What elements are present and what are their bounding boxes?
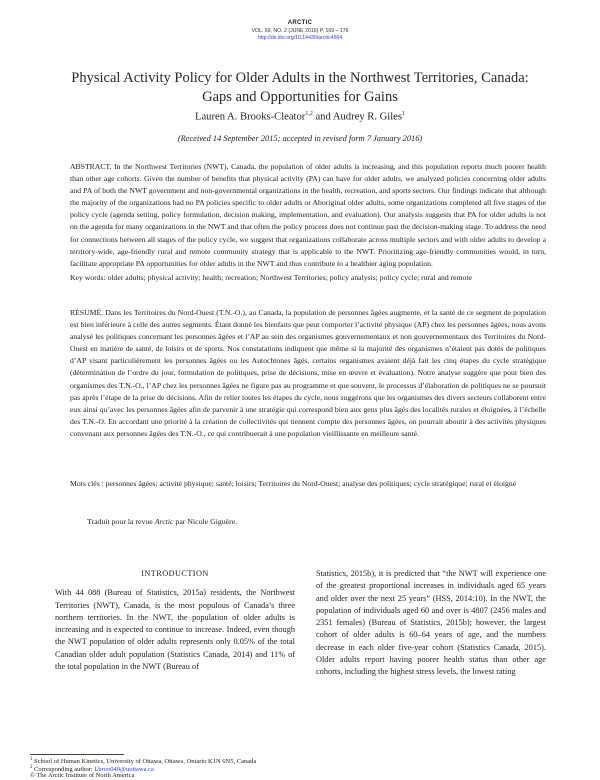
footnote-2-mark: 2 <box>30 765 33 770</box>
resume-label: RÉSUMÉ. <box>70 308 104 317</box>
body-left-column <box>55 568 295 673</box>
abstract-text: In the Northwest Territories (NWT), Canada, the population of older adults is increasing, and this population reports much poorer health than other age cohorts. Given the number of benefits that physical activity (PA) can have for older adults, we analyzed policies concerning older adults and PA of both the NWT government and non-governmental organizations in the health, recreation, and sports sectors. Our findings indicate that although the majority of the organizations had no PA policies specific to older adults or Aboriginal older adults, some organizations completed all five stages of the policy cycle (agenda setting, policy formulation, decision making, implementation, and evaluation). Our analysis suggests that PA for older adults is not on the agenda for many organizations in the NWT and that often the policy process does not continue past the decision-making stage. To address the need for connections between all stages of the policy cycle, we suggest that organizations collaborate across multiple sectors and with older adults to develop a territory-wide, age-friendly rural and remote community strategy that is applicable to the NWT. Prioritizing age-friendly communities would, in turn, facilitate appropriate PA opportunities for older adults in the NWT and thus contribute to a healthier aging population. <box>70 162 546 268</box>
translation-credit <box>87 517 237 526</box>
keywords-english: Key words: older adults; physical activity; health; recreation; Northwest Territories; policy analysis; policy cycle; rural and remote <box>70 273 472 282</box>
translation-suffix: par Nicole Giguère. <box>173 517 238 526</box>
title-line-2: Gaps and Opportunities for Gains <box>202 89 398 105</box>
doi-link[interactable]: http://dx.doi.org/10.14430/arctic4564 <box>257 35 343 41</box>
article-title <box>60 69 540 107</box>
abstract-english <box>70 161 546 270</box>
journal-name: ARCTIC <box>287 20 313 26</box>
intro-paragraph: With 44 088 (Bureau of Statistics, 2015a) residents, the Northwest Territories (NWT), Canada, is the most populous of Canada’s three northern territories. In the NWT, the population of older adults is increasing and is expected to continue to increase. Indeed, even though the NWT population of older adults represents only 0.05% of the total Canadian older adult population (Statistics Canada, 2014) and 11% of the total population in the NWT (Bureau of <box>55 588 295 672</box>
copyright-notice: © The Arctic Institute of North America <box>30 772 135 779</box>
footnote-2-prefix: Corresponding author: <box>34 766 95 774</box>
body-right-column: Statistics, 2015b), it is predicted that “the NWT will experience one of the greatest proportional increases in individuals aged 65 years and older over the next 25 years” (HSS, 2014:10). In the NWT, the population of individuals aged 60 and over is 4807 (2456 males and 2351 females) (Bureau of Statistics, 2015b); however, the largest cohort of older adults is 60–64 years of age, and the numbers decrease in each older five-year cohort (Statistics Canada, 2015). Older adults report having poorer health status than other age cohorts, including the highest stress levels, the lowest rating <box>316 569 546 677</box>
footnote-1-mark: 1 <box>30 757 33 762</box>
abstract-french <box>70 307 546 440</box>
author-list <box>0 111 600 123</box>
author-2-affiliation: 1 <box>402 111 405 117</box>
footnote-1-text: School of Human Kinetics, University of Ottawa, Ottawa, Ontario K1N 6N5, Canada <box>34 758 257 766</box>
author-1: Lauren A. Brooks-Cleator <box>195 111 306 123</box>
translation-prefix: Traduit pour la revue <box>87 517 155 526</box>
volume-info: VOL. 69, NO. 2 (JUNE 2016) P. 169 – 176 <box>251 28 349 34</box>
translation-journal: Arctic <box>154 517 174 526</box>
abstract-label: ABSTRACT. <box>70 162 112 171</box>
received-dates: (Received 14 September 2015; accepted in revised form 7 January 2016) <box>177 134 423 143</box>
section-heading-introduction: INTRODUCTION <box>141 569 209 578</box>
resume-text: Dans les Territoires du Nord-Ouest (T.N.-O.), au Canada, la population de personnes âgées augmente, et la santé de ce segment de population est bien inférieure à celle des autres segments. Étant donné les bienfaits que peut comporter l’activité physique (AP) chez les personnes âgées, nous avons analysé les politiques concernant les personnes âgées et l’AP au sein des organismes gouvernementaux et non gouvernementaux des Territoires du Nord-Ouest en matière de santé, de loisirs et de sports. Nos constatations indiquent que même si la majorité des organismes n’étaient pas dotés de politiques d’AP visant particulièrement les personnes âgées ou les Autochtones âgés, certains organismes avaient déjà fait les cinq étapes du cycle stratégique (détermination de l’ordre du jour, formulation de politiques, prise de décisions, mise en œuvre et évaluation). Notre analyse suggère que pour bien des organismes des T.N.-O., l’AP chez les personnes âgées ne figure pas au programme et que souvent, le processus d’élaboration de politiques ne se poursuit pas après l’étape de la prise de décisions. Afin de relier toutes les étapes du cycle, nous suggérons que les organismes des divers secteurs collaborent entre eux ainsi qu’avec les personnes âgées afin de parvenir à une stratégie qui correspond bien aux gens plus âgés des localités rurales et éloignées, à l’échelle des T.N.-O. En accordant une priorité à la création de collectivités qui tiennent compte des personnes âgées, on pourrait aboutir à des activités physiques convenant aux personnes âgées des T.N.-O., ce qui contribuerait à une population vieillissante en meilleure santé. <box>70 308 546 438</box>
title-line-1: Physical Activity Policy for Older Adults in the Northwest Territories, Canada: <box>71 70 529 86</box>
author-1-affiliation: 1,2 <box>305 111 313 117</box>
keywords-french: Mots clés : personnes âgées; activité physique; santé; loisirs; Territoires du Nord-Ouest; analyse des politiques; cycle stratégique; rural et éloigné <box>70 479 517 488</box>
corresponding-email-link[interactable]: Lbroo049@uottawa.ca <box>94 766 154 774</box>
author-2: Audrey R. Giles <box>332 111 402 123</box>
author-conjunction: and <box>312 111 333 123</box>
footnote-divider <box>30 754 124 755</box>
